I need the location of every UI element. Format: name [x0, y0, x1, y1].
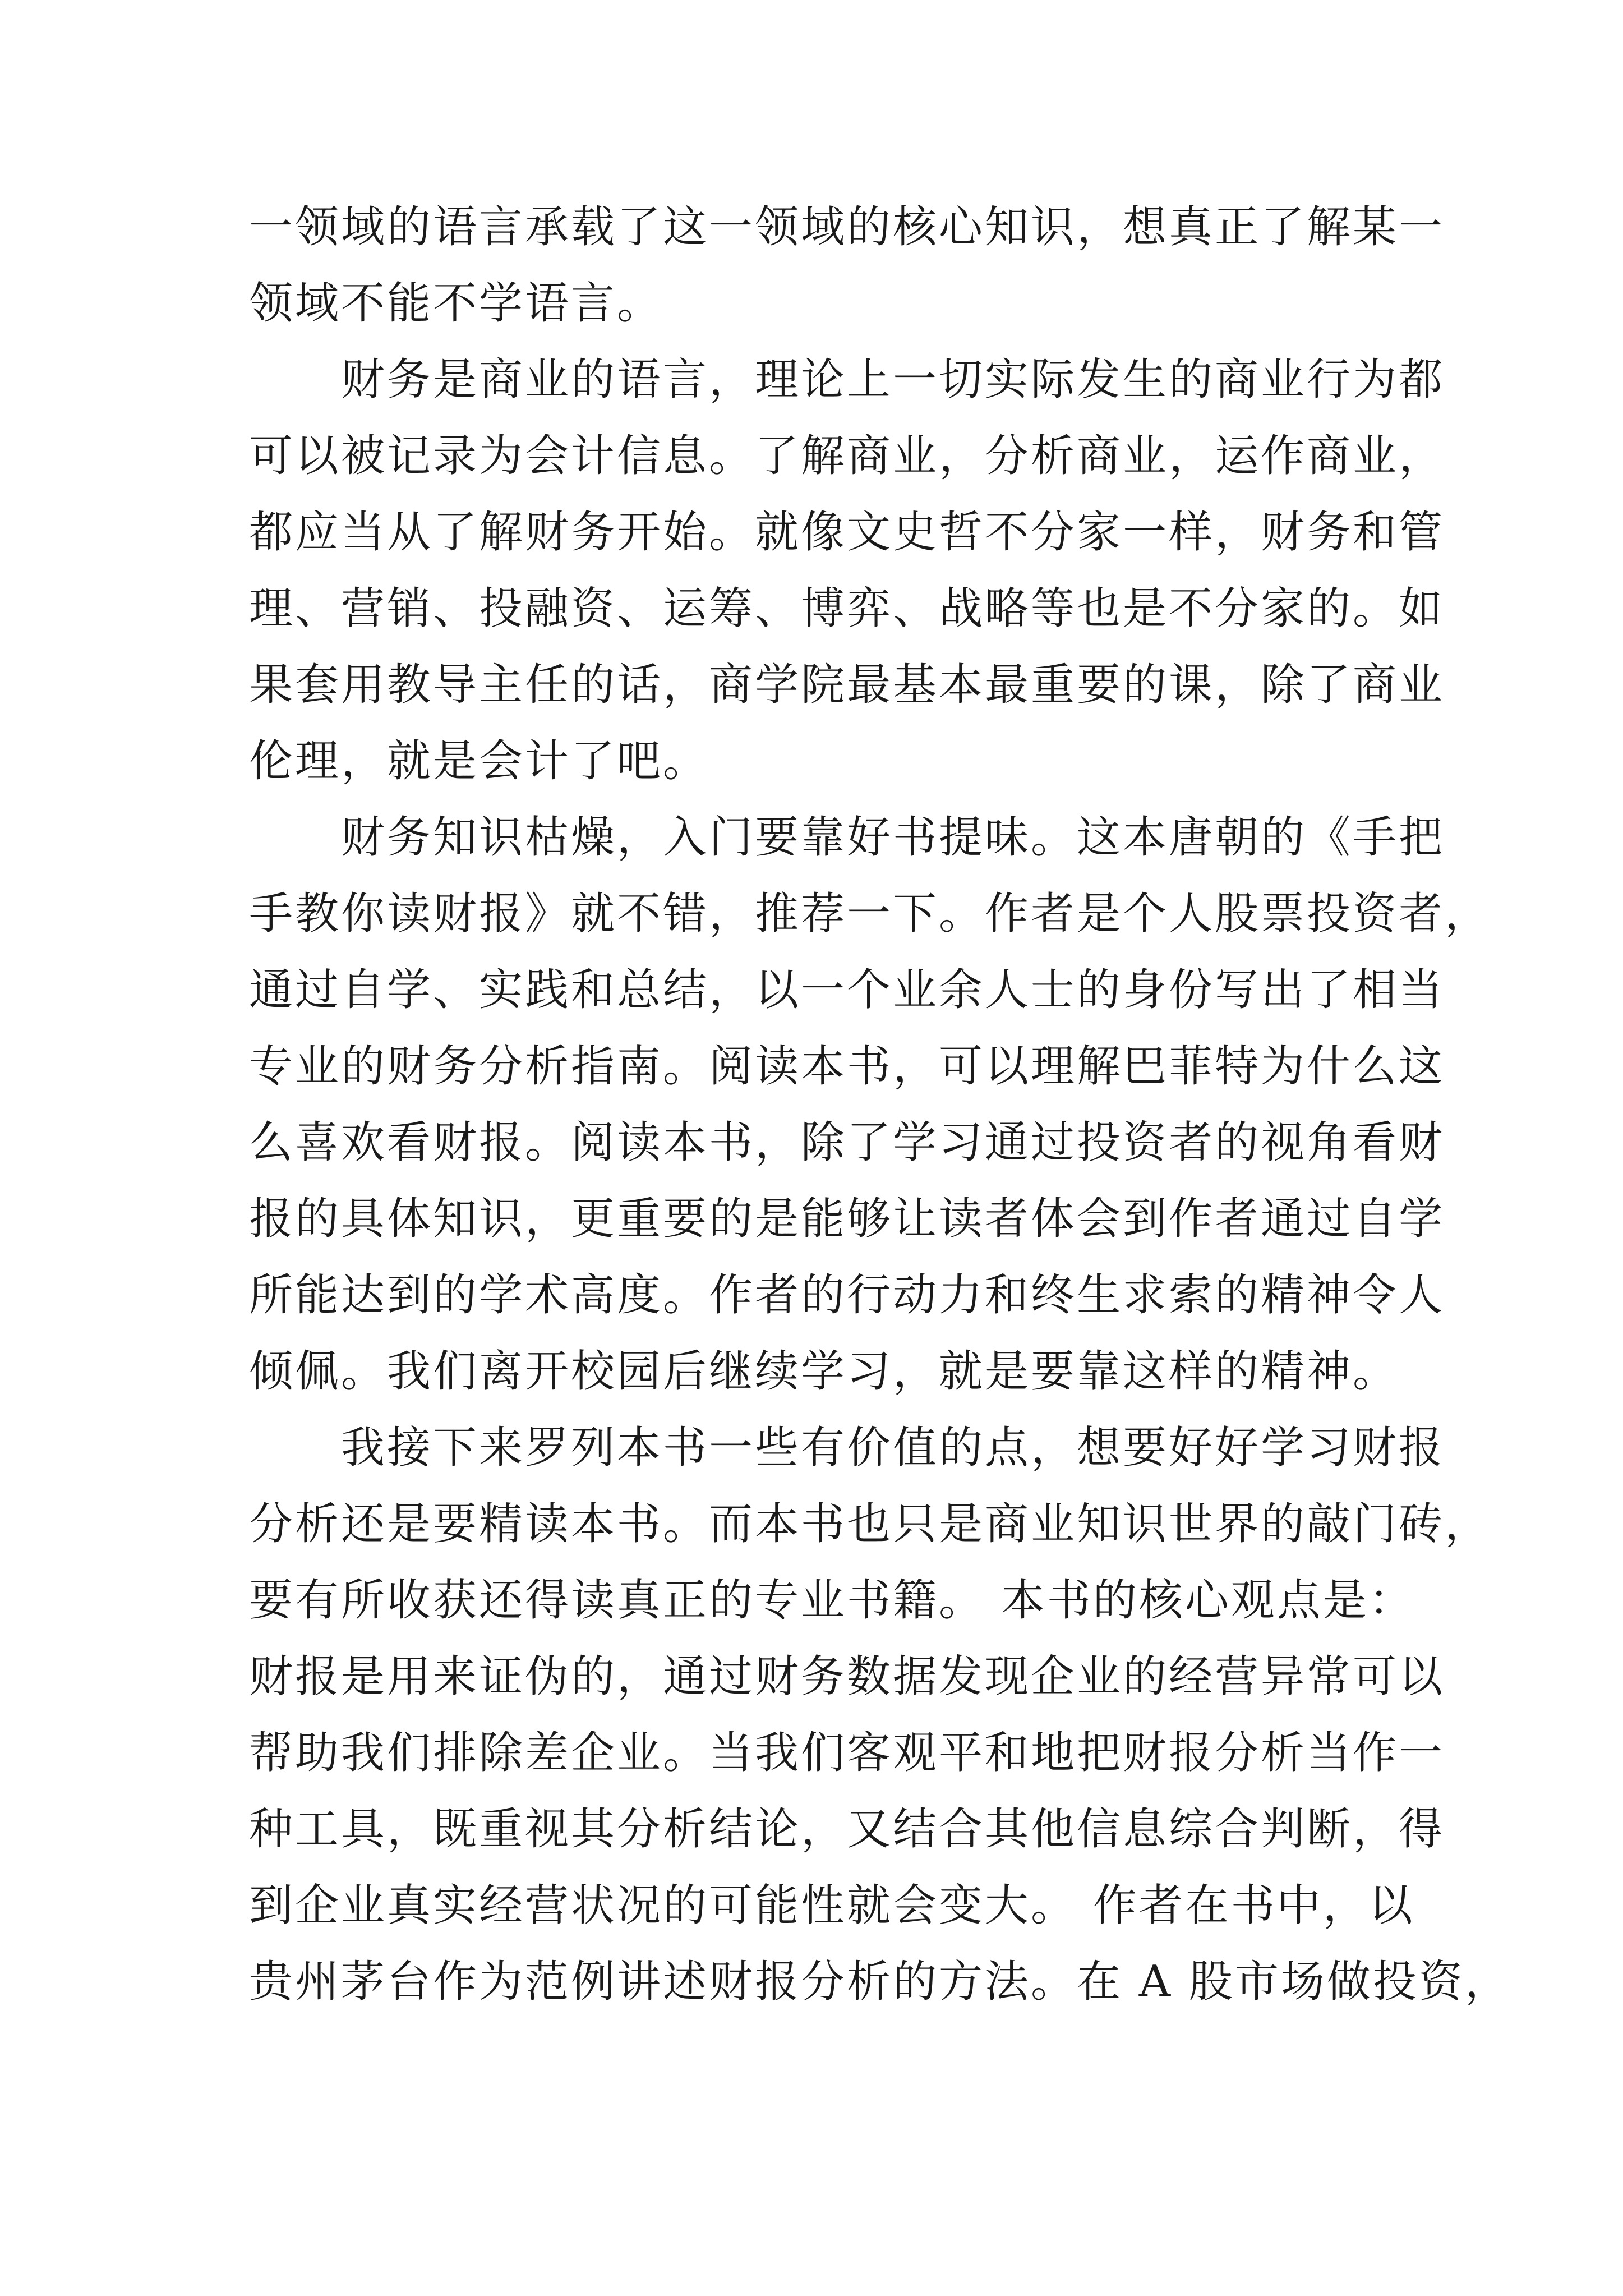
- text-line: 我接下来罗列本书一些有价值的点，想要好好学习财报: [249, 1423, 1445, 1473]
- text-line: 领域不能不学语言。: [249, 278, 663, 329]
- text-line: 伦理，就是会计了吧。: [249, 736, 709, 786]
- text-line: 财务知识枯燥，入门要靠好书提味。这本唐朝的《手把: [249, 812, 1445, 863]
- text-line: 所能达到的学术高度。作者的行动力和终生求索的精神令人: [249, 1270, 1445, 1320]
- text-line: 一领域的语言承载了这一领域的核心知识，想真正了解某一: [249, 202, 1445, 252]
- text-line: 果套用教导主任的话，商学院最基本最重要的课，除了商业: [249, 660, 1445, 710]
- text-line: 帮助我们排除差企业。当我们客观平和地把财报分析当作一: [249, 1728, 1445, 1778]
- text-line: 贵州茅台作为范例讲述财报分析的方法。在 A 股市场做投资，: [249, 1957, 1511, 2007]
- text-line: 报的具体知识，更重要的是能够让读者体会到作者通过自学: [249, 1194, 1445, 1244]
- text-line: 种工具，既重视其分析结论，又结合其他信息综合判断，得: [249, 1804, 1445, 1855]
- text-line: 到企业真实经营状况的可能性就会变大。 作者在书中，以: [249, 1880, 1415, 1931]
- text-line: 要有所收获还得读真正的专业书籍。 本书的核心观点是：: [249, 1575, 1415, 1626]
- text-line: 财务是商业的语言，理论上一切实际发生的商业行为都: [249, 355, 1445, 405]
- text-line: 倾佩。我们离开校园后继续学习，就是要靠这样的精神。: [249, 1346, 1399, 1397]
- text-line: 通过自学、实践和总结，以一个业余人士的身份写出了相当: [249, 965, 1445, 1015]
- text-line: 么喜欢看财报。阅读本书，除了学习通过投资者的视角看财: [249, 1117, 1445, 1168]
- text-line: 手教你读财报》就不错，推荐一下。作者是个人股票投资者，: [249, 889, 1491, 939]
- body-text: [249, 189, 1511, 2020]
- text-line: 专业的财务分析指南。阅读本书，可以理解巴菲特为什么这: [249, 1041, 1445, 1092]
- text-line: 财报是用来证伪的，通过财务数据发现企业的经营异常可以: [249, 1651, 1445, 1702]
- text-line: 都应当从了解财务开始。就像文史哲不分家一样，财务和管: [249, 507, 1445, 558]
- text-line: 理、营销、投融资、运筹、博弈、战略等也是不分家的。如: [249, 583, 1445, 634]
- text-line: 分析还是要精读本书。而本书也只是商业知识世界的敲门砖，: [249, 1499, 1491, 1549]
- text-line: 可以被记录为会计信息。了解商业，分析商业，运作商业，: [249, 431, 1445, 481]
